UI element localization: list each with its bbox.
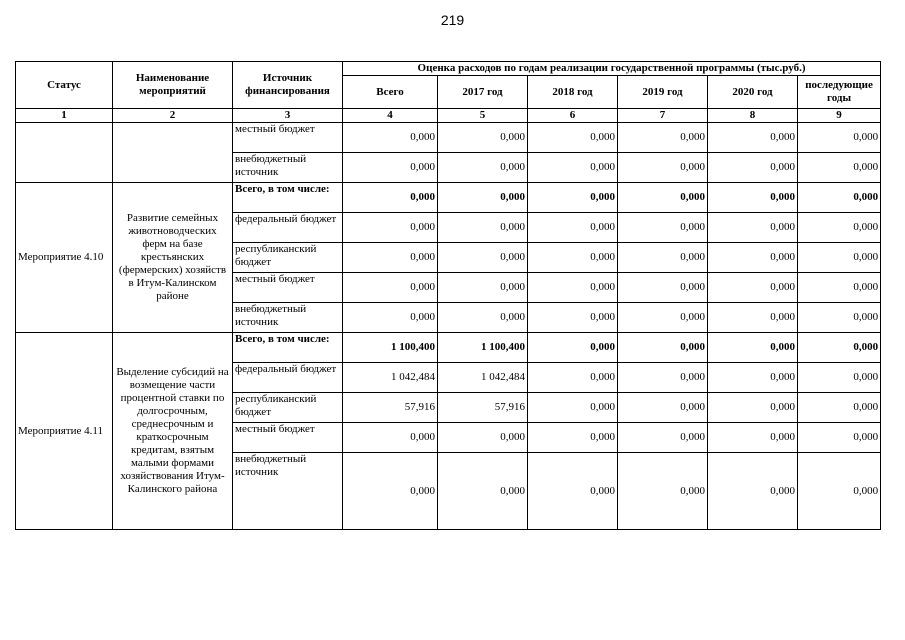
amount-cell: 0,000 [343, 183, 438, 213]
header-name: Наименование мероприятий [113, 62, 233, 109]
amount-cell: 0,000 [528, 363, 618, 393]
amount-cell: 0,000 [343, 153, 438, 183]
amount-cell: 0,000 [438, 453, 528, 530]
table-row [16, 333, 881, 363]
row-status [16, 123, 113, 183]
amount-cell: 1 100,400 [343, 333, 438, 363]
row-status: Мероприятие 4.11 [16, 333, 113, 530]
column-number: 8 [708, 109, 798, 123]
funding-source: Всего, в том числе: [233, 183, 343, 213]
amount-cell: 57,916 [438, 393, 528, 423]
header-later-years: последующие годы [798, 76, 881, 109]
amount-cell: 0,000 [528, 273, 618, 303]
row-status: Мероприятие 4.10 [16, 183, 113, 333]
amount-cell: 0,000 [528, 243, 618, 273]
column-number: 6 [528, 109, 618, 123]
column-number: 4 [343, 109, 438, 123]
table-row [16, 123, 881, 153]
funding-source: внебюджетный источник [233, 303, 343, 333]
amount-cell: 0,000 [438, 303, 528, 333]
column-number: 9 [798, 109, 881, 123]
amount-cell: 0,000 [528, 123, 618, 153]
amount-cell: 0,000 [798, 123, 881, 153]
column-number: 7 [618, 109, 708, 123]
funding-source: республиканский бюджет [233, 243, 343, 273]
amount-cell: 0,000 [528, 183, 618, 213]
amount-cell: 0,000 [798, 453, 881, 530]
funding-source: местный бюджет [233, 123, 343, 153]
amount-cell: 0,000 [618, 243, 708, 273]
amount-cell: 1 042,484 [438, 363, 528, 393]
table-row [16, 183, 881, 213]
column-number: 2 [113, 109, 233, 123]
column-number: 5 [438, 109, 528, 123]
amount-cell: 0,000 [618, 183, 708, 213]
funding-source: федеральный бюджет [233, 213, 343, 243]
amount-cell: 0,000 [528, 303, 618, 333]
amount-cell: 0,000 [343, 273, 438, 303]
amount-cell: 0,000 [618, 153, 708, 183]
header-2018: 2018 год [528, 76, 618, 109]
funding-source: внебюджетный источник [233, 453, 343, 530]
header-source: Источник финансирования [233, 62, 343, 109]
amount-cell: 0,000 [708, 153, 798, 183]
funding-source: местный бюджет [233, 273, 343, 303]
funding-source: федеральный бюджет [233, 363, 343, 393]
amount-cell: 0,000 [798, 183, 881, 213]
amount-cell: 0,000 [528, 213, 618, 243]
amount-cell: 1 100,400 [438, 333, 528, 363]
header-2019: 2019 год [618, 76, 708, 109]
column-number: 3 [233, 109, 343, 123]
amount-cell: 0,000 [708, 363, 798, 393]
amount-cell: 0,000 [708, 123, 798, 153]
amount-cell: 0,000 [343, 303, 438, 333]
amount-cell: 0,000 [528, 333, 618, 363]
event-name: Развитие семейных животноводческих ферм на базе крестьянских (фермерских) хозяйств в Итум-Калинском районе [113, 183, 233, 333]
amount-cell: 0,000 [343, 213, 438, 243]
event-name: Выделение субсидий на возмещение части процентной ставки по долгосрочным, среднесрочным и краткосрочным кредитам, взятым малыми формами хозяйствования Итум-Калинского района [113, 333, 233, 530]
amount-cell: 0,000 [708, 453, 798, 530]
amount-cell: 0,000 [343, 453, 438, 530]
amount-cell: 0,000 [708, 333, 798, 363]
amount-cell: 0,000 [528, 393, 618, 423]
amount-cell: 0,000 [618, 303, 708, 333]
amount-cell: 0,000 [438, 423, 528, 453]
amount-cell: 0,000 [438, 153, 528, 183]
amount-cell: 0,000 [618, 123, 708, 153]
amount-cell: 0,000 [708, 303, 798, 333]
amount-cell: 0,000 [798, 303, 881, 333]
event-name [113, 123, 233, 183]
amount-cell: 0,000 [798, 153, 881, 183]
amount-cell: 0,000 [618, 333, 708, 363]
amount-cell: 0,000 [438, 273, 528, 303]
amount-cell: 0,000 [528, 453, 618, 530]
amount-cell: 0,000 [343, 423, 438, 453]
amount-cell: 0,000 [618, 453, 708, 530]
amount-cell: 0,000 [798, 393, 881, 423]
funding-source: республиканский бюджет [233, 393, 343, 423]
amount-cell: 0,000 [798, 273, 881, 303]
amount-cell: 0,000 [798, 213, 881, 243]
column-number: 1 [16, 109, 113, 123]
amount-cell: 0,000 [343, 243, 438, 273]
header-status: Статус [16, 62, 113, 109]
page-number: 219 [440, 12, 465, 28]
amount-cell: 0,000 [528, 423, 618, 453]
amount-cell: 0,000 [528, 153, 618, 183]
funding-source: местный бюджет [233, 423, 343, 453]
amount-cell: 0,000 [438, 123, 528, 153]
amount-cell: 0,000 [708, 183, 798, 213]
header-2020: 2020 год [708, 76, 798, 109]
amount-cell: 0,000 [798, 423, 881, 453]
funding-source: внебюджетный источник [233, 153, 343, 183]
header-expense-group: Оценка расходов по годам реализации государственной программы (тыс.руб.) [343, 62, 881, 76]
amount-cell: 0,000 [618, 423, 708, 453]
budget-table [15, 61, 881, 530]
amount-cell: 0,000 [438, 243, 528, 273]
amount-cell: 0,000 [798, 243, 881, 273]
funding-source: Всего, в том числе: [233, 333, 343, 363]
amount-cell: 0,000 [708, 213, 798, 243]
amount-cell: 1 042,484 [343, 363, 438, 393]
amount-cell: 57,916 [343, 393, 438, 423]
amount-cell: 0,000 [708, 243, 798, 273]
amount-cell: 0,000 [618, 273, 708, 303]
amount-cell: 0,000 [618, 393, 708, 423]
amount-cell: 0,000 [438, 213, 528, 243]
amount-cell: 0,000 [708, 393, 798, 423]
amount-cell: 0,000 [618, 213, 708, 243]
amount-cell: 0,000 [438, 183, 528, 213]
amount-cell: 0,000 [618, 363, 708, 393]
header-total: Всего [343, 76, 438, 109]
amount-cell: 0,000 [708, 423, 798, 453]
header-2017: 2017 год [438, 76, 528, 109]
amount-cell: 0,000 [798, 363, 881, 393]
amount-cell: 0,000 [798, 333, 881, 363]
amount-cell: 0,000 [708, 273, 798, 303]
table-body [16, 123, 881, 530]
amount-cell: 0,000 [343, 123, 438, 153]
